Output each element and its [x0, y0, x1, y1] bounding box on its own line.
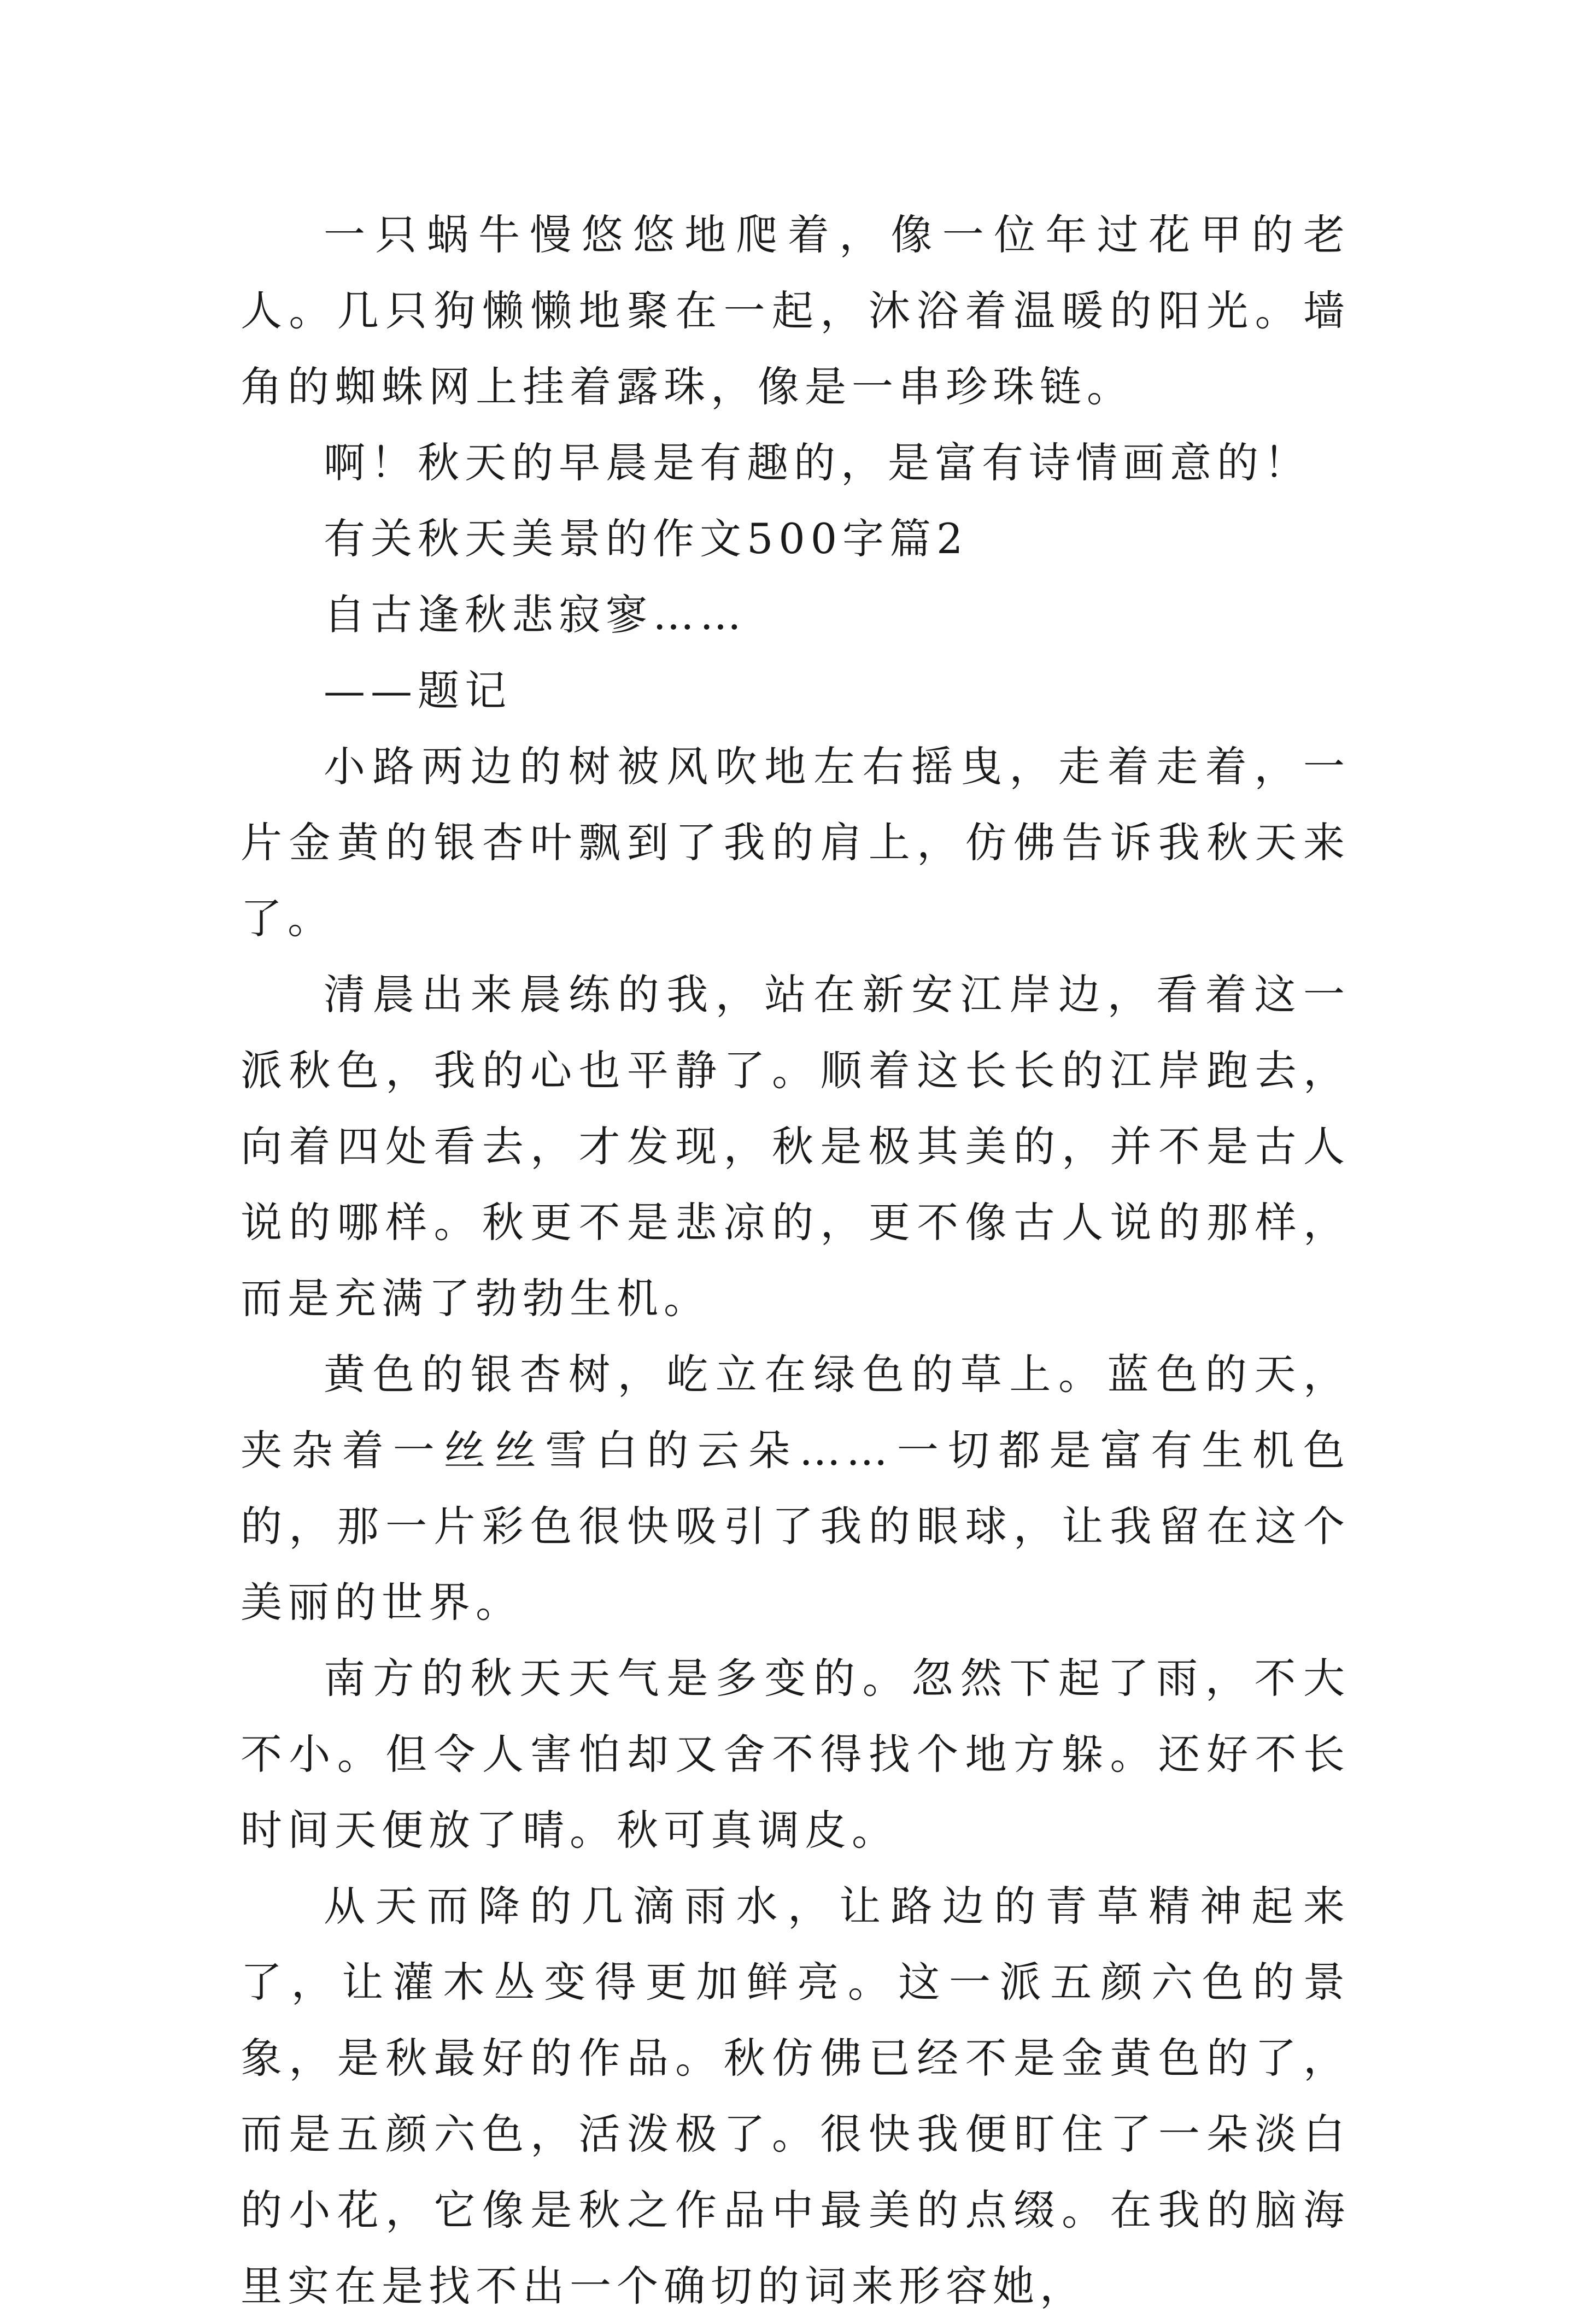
epigraph-note: ——题记 — [324, 666, 512, 715]
paragraph-weather: 南方的秋天天气是多变的。忽然下起了雨，不大不小。但令人害怕却又舍不得找个地方躲。还好不长时间天便放了晴。秋可真调皮。 — [241, 1654, 1350, 1854]
paragraph-rain: 从天而降的几滴雨水，让路边的青草精神起来了，让灌木丛变得更加鲜亮。这一派五颜六色的景象，是秋最好的作品。秋仿佛已经不是金黄色的了，而是五颜六色，活泼极了。很快我便盯住了一朵淡白的小花，它像是秋之作品中最美的点缀。在我的脑海里实在是找不出一个确切的词来形容她， — [241, 1882, 1350, 2310]
epigraph: 自古逢秋悲寂寥…… — [324, 590, 747, 639]
paragraph-snail: 一只蜗牛慢悠悠地爬着，像一位年过花甲的老人。几只狗懒懒地聚在一起，沐浴着温暖的阳光。墙角的蜘蛛网上挂着露珠，像是一串珍珠链。 — [241, 210, 1350, 411]
paragraph-ginkgo-leaf: 小路两边的树被风吹地左右摇曳，走着走着，一片金黄的银杏叶飘到了我的肩上，仿佛告诉我秋天来了。 — [241, 742, 1350, 943]
paragraph-exclamation: 啊！秋天的早晨是有趣的，是富有诗情画意的！ — [324, 438, 1311, 487]
essay-title: 有关秋天美景的作文500字篇2 — [324, 514, 969, 563]
document-body — [241, 197, 1350, 2324]
paragraph-morning-run: 清晨出来晨练的我，站在新安江岸边，看着这一派秋色，我的心也平静了。顺着这长长的江岸跑去，向着四处看去，才发现，秋是极其美的，并不是古人说的哪样。秋更不是悲凉的，更不像古人说的那样，而是充满了勃勃生机。 — [241, 970, 1350, 1323]
paragraph-colors: 黄色的银杏树，屹立在绿色的草上。蓝色的天，夹杂着一丝丝雪白的云朵……一切都是富有生机色的，那一片彩色很快吸引了我的眼球，让我留在这个美丽的世界。 — [241, 1350, 1350, 1627]
